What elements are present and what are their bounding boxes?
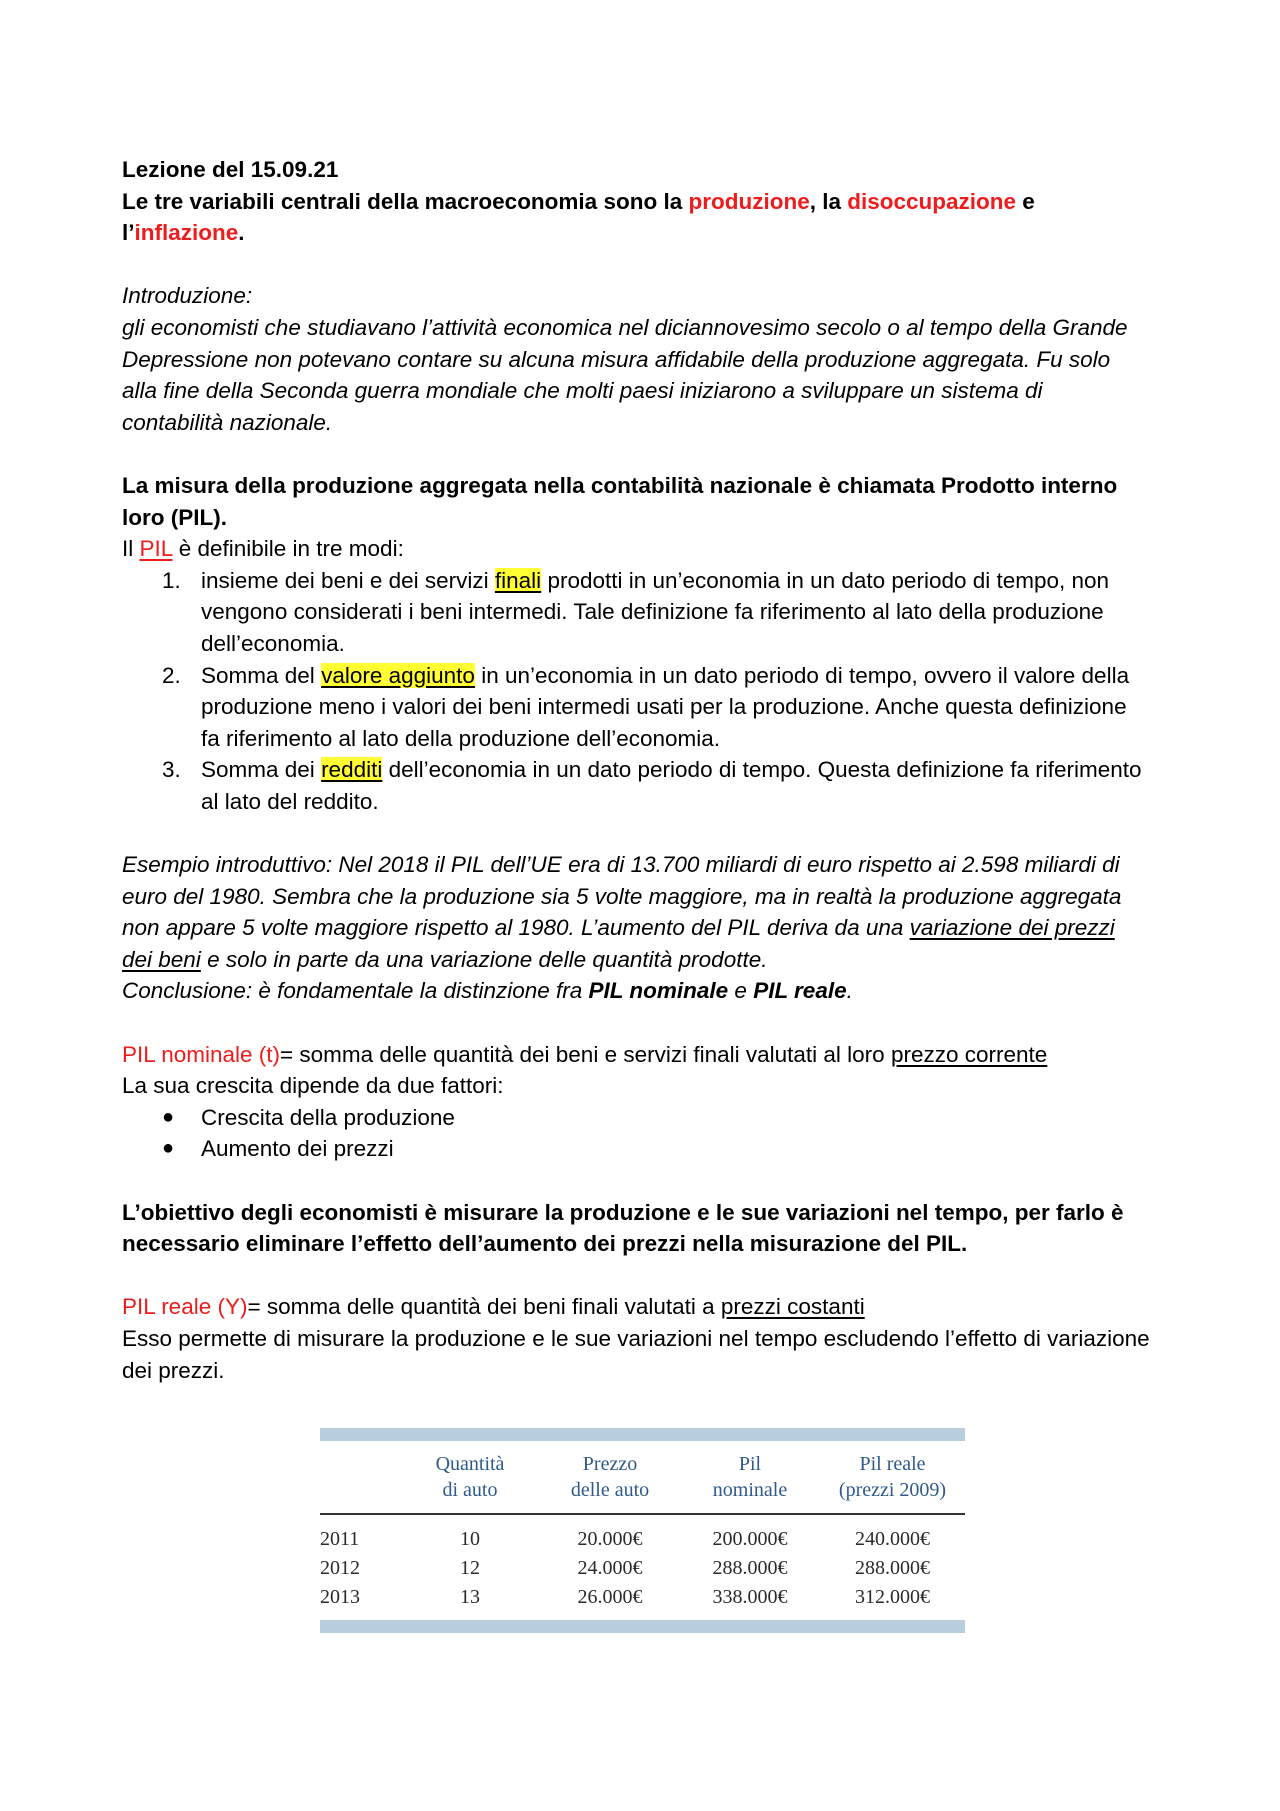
bullet-icon: ● <box>162 1105 175 1128</box>
cell-quantity: 13 <box>460 1586 480 1608</box>
cell-real: 312.000€ <box>855 1586 930 1608</box>
nominal-growth: La sua crescita dipende da due fattori: <box>122 1073 504 1099</box>
growth-factors-list <box>122 1102 1150 1165</box>
real-definition: PIL reale (Y)= somma delle quantità dei beni finali valutati a prezzi costanti <box>122 1294 865 1320</box>
cell-price: 26.000€ <box>577 1586 643 1608</box>
term-pil-nominale: PIL nominale <box>588 978 729 1004</box>
underlined-price-variation: variazione dei prezzi dei beni <box>122 915 1115 972</box>
list-item: ● Aumento dei prezzi <box>122 1133 1150 1165</box>
table-top-band <box>320 1428 965 1441</box>
lesson-intro: Le tre variabili centrali della macroeconomia sono la produzione, la disoccupazione e l’inflazione. <box>122 188 1035 246</box>
cell-real: 240.000€ <box>855 1528 930 1550</box>
cell-quantity: 10 <box>460 1528 480 1550</box>
nominal-definition: PIL nominale (t)= somma delle quantità dei beni e servizi finali valutati al loro prezzo corrente <box>122 1041 1048 1067</box>
introduction-heading: Introduzione: <box>122 283 253 309</box>
term-pil-reale: PIL reale <box>753 978 847 1004</box>
term-disoccupazione: disoccupazione <box>847 188 1017 214</box>
header-real-gdp: Pil reale (prezzi 2009) <box>838 1453 947 1501</box>
table-header-row <box>320 1441 965 1514</box>
cell-nominal: 200.000€ <box>712 1528 788 1550</box>
cell-price: 20.000€ <box>577 1528 643 1550</box>
cell-nominal: 338.000€ <box>712 1586 788 1608</box>
cell-quantity: 12 <box>460 1557 480 1579</box>
real-explanation: Esso permette di misurare la produzione e le sue variazioni nel tempo escludendo l’effetto di variazione dei prezzi. <box>122 1325 1150 1383</box>
list-item: 3. Somma dei redditi dell’economia in un dato periodo di tempo. Questa definizione fa riferimento al lato del reddito. <box>162 757 1142 814</box>
cell-real: 288.000€ <box>855 1557 930 1579</box>
real-term: PIL reale (Y) <box>122 1294 248 1320</box>
pil-definition-statement: La misura della produzione aggregata nella contabilità nazionale è chiamata Prodotto interno loro (PIL). <box>122 472 1118 530</box>
list-item: ● Crescita della produzione <box>122 1102 1150 1134</box>
header-year <box>320 1441 400 1514</box>
objective-statement: L’obiettivo degli economisti è misurare la produzione e le sue variazioni nel tempo, per farlo è necessario eliminare l’effetto dell’aumento dei prezzi nella misurazione del PIL. <box>122 1199 1124 1257</box>
cell-price: 24.000€ <box>577 1557 643 1579</box>
cell-year: 2012 <box>320 1557 360 1579</box>
underlined-current-price: prezzo corrente <box>890 1041 1048 1067</box>
nominal-term: PIL nominale (t) <box>122 1041 280 1067</box>
list-item: 2. Somma del valore aggiunto in un’economia in un dato periodo di tempo, ovvero il valore della produzione meno i valori dei beni intermedi usati per la produzione. Anche questa definizione fa riferimento al lato della produzione dell’economia. <box>162 662 1130 751</box>
term-finali: finali <box>494 567 542 593</box>
example-paragraph: Esempio introduttivo: Nel 2018 il PIL dell’UE era di 13.700 miliardi di euro rispetto ai 2.598 miliardi di euro del 1980. Sembra che la produzione sia 5 volte maggiore, ma in realtà la produzione aggregata non appare 5 volte maggiore rispetto al 1980. L’aumento del PIL deriva da una variazione dei prezzi dei beni e solo in parte da una variazione delle quantità prodotte. <box>122 852 1122 972</box>
gdp-table <box>320 1441 965 1620</box>
underlined-constant-prices: prezzi costanti <box>720 1294 865 1320</box>
table-row <box>320 1583 965 1620</box>
term-valore-aggiunto: valore aggiunto <box>321 662 475 688</box>
term-produzione: produzione <box>688 188 810 214</box>
list-item: 1. insieme dei beni e dei servizi finali prodotti in un’economia in un dato periodo di tempo, non vengono considerati i beni intermedi. Tale definizione fa riferimento al lato della produzione dell’economia. <box>162 567 1110 656</box>
table-bottom-band <box>320 1620 965 1633</box>
cell-year: 2013 <box>320 1586 360 1608</box>
term-pil: PIL <box>139 536 173 562</box>
header-price: Prezzo delle auto <box>570 1453 650 1501</box>
cell-nominal: 288.000€ <box>712 1557 788 1579</box>
lesson-title: Lezione del 15.09.21 <box>122 157 339 182</box>
header-nominal-gdp: Pil nominale <box>712 1453 788 1501</box>
term-inflazione: inflazione <box>134 220 239 246</box>
introduction-text: gli economisti che studiavano l’attività economica nel diciannovesimo secolo o al tempo della Grande Depressione non potevano contare su alcuna misura affidabile della produzione aggregata. Fu solo alla fine della Seconda guerra mondiale che molti paesi iniziarono a sviluppare un sistema di contabilità nazionale. <box>122 314 1128 435</box>
bullet-icon: ● <box>162 1137 175 1160</box>
pil-definition-line: Il PIL è definibile in tre modi: <box>122 536 404 562</box>
gdp-table-figure <box>320 1428 965 1633</box>
table-row <box>320 1554 965 1583</box>
pil-definitions-list <box>122 565 1150 818</box>
table-row <box>320 1514 965 1554</box>
cell-year: 2011 <box>320 1528 360 1550</box>
header-quantity: Quantità di auto <box>435 1453 505 1501</box>
term-redditi: redditi <box>321 757 383 783</box>
example-conclusion: Conclusione: è fondamentale la distinzione fra PIL nominale e PIL reale. <box>122 978 853 1004</box>
